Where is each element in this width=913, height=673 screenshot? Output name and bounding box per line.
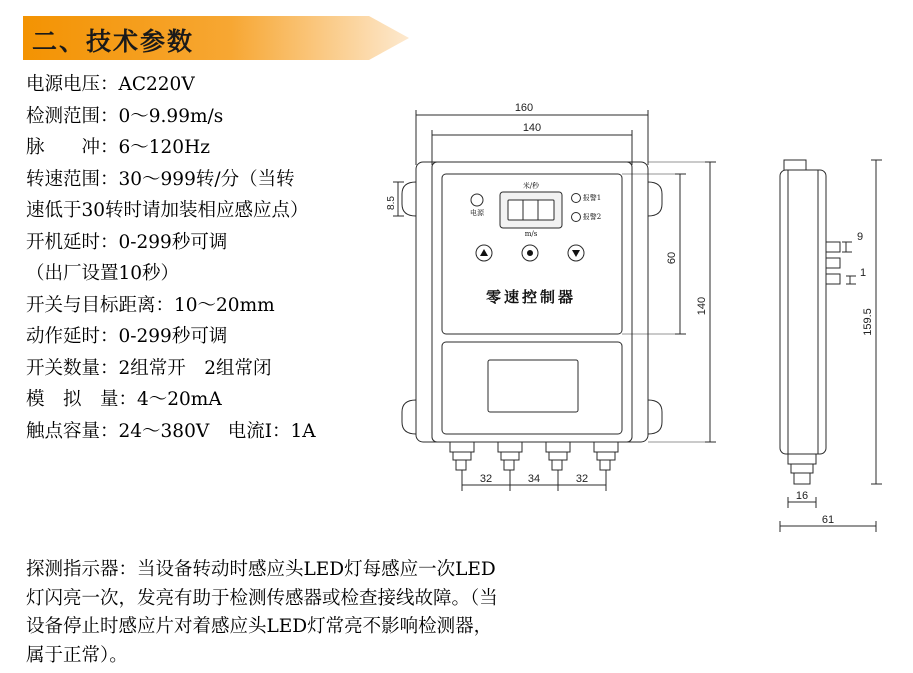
- spec-item: 模 拟 量：4～20mA: [26, 389, 222, 410]
- dim-left-tab: 8.5: [386, 196, 397, 210]
- power-led-label: 电源: [470, 209, 484, 217]
- spec-item: 脉 冲：6～120Hz: [26, 137, 210, 158]
- dim-gland-gap-1: 32: [479, 473, 493, 485]
- section-heading: [14, 14, 414, 62]
- dim-gland-width: 16: [795, 490, 809, 502]
- page-title: 二、技术参数: [32, 27, 195, 56]
- display-ms-label: m/s: [524, 230, 538, 238]
- spec-item: 转速范围：30～999转/分（当转: [26, 168, 295, 190]
- spec-item: 电源电压：AC220V: [26, 74, 195, 95]
- spec-item: 速低于30转时请加装相应感应点）: [26, 200, 309, 221]
- spec-item: 动作延时：0-299秒可调: [26, 326, 228, 347]
- dim-inner-width: 140: [522, 122, 542, 134]
- dim-depth: 61: [821, 514, 835, 526]
- technical-drawing: [380, 70, 910, 540]
- dim-boss-depth: 9: [856, 231, 864, 243]
- dim-overall-width: 160: [514, 102, 534, 114]
- spec-item: 开关与目标距离：10～20mm: [26, 294, 275, 316]
- dim-lip: 1: [859, 267, 867, 279]
- spec-item: 检测范围：0～9.99m/s: [26, 105, 224, 127]
- spec-item: （出厂设置10秒）: [26, 263, 180, 284]
- drawing-svg: [380, 70, 910, 540]
- spec-item: 开关数量：2组常开 2组常闭: [26, 357, 272, 379]
- alarm2-led-label: 报警2: [582, 213, 602, 221]
- device-title-label: 零速控制器: [485, 288, 577, 306]
- display-unit-label: 米/秒: [522, 182, 540, 190]
- dim-gland-gap-2: 34: [527, 473, 541, 485]
- alarm1-led-label: 报警1: [582, 194, 602, 202]
- dim-gland-gap-3: 32: [575, 473, 589, 485]
- spec-item: 开机延时：0-299秒可调: [26, 231, 228, 253]
- dim-total-height: 159.5: [862, 308, 874, 336]
- spec-item: 触点容量：24～380V 电流I：1A: [26, 420, 316, 442]
- spec-footnote: 探测指示器：当设备转动时感应头LED灯每感应一次LED灯闪亮一次，发亮有助于检测传感器或检查接线故障。（当设备停止时感应片对着感应头LED灯常亮不影响检测器，属于正常）。: [26, 559, 498, 667]
- dim-overall-height: 140: [696, 296, 708, 316]
- dim-panel-height: 60: [666, 251, 678, 265]
